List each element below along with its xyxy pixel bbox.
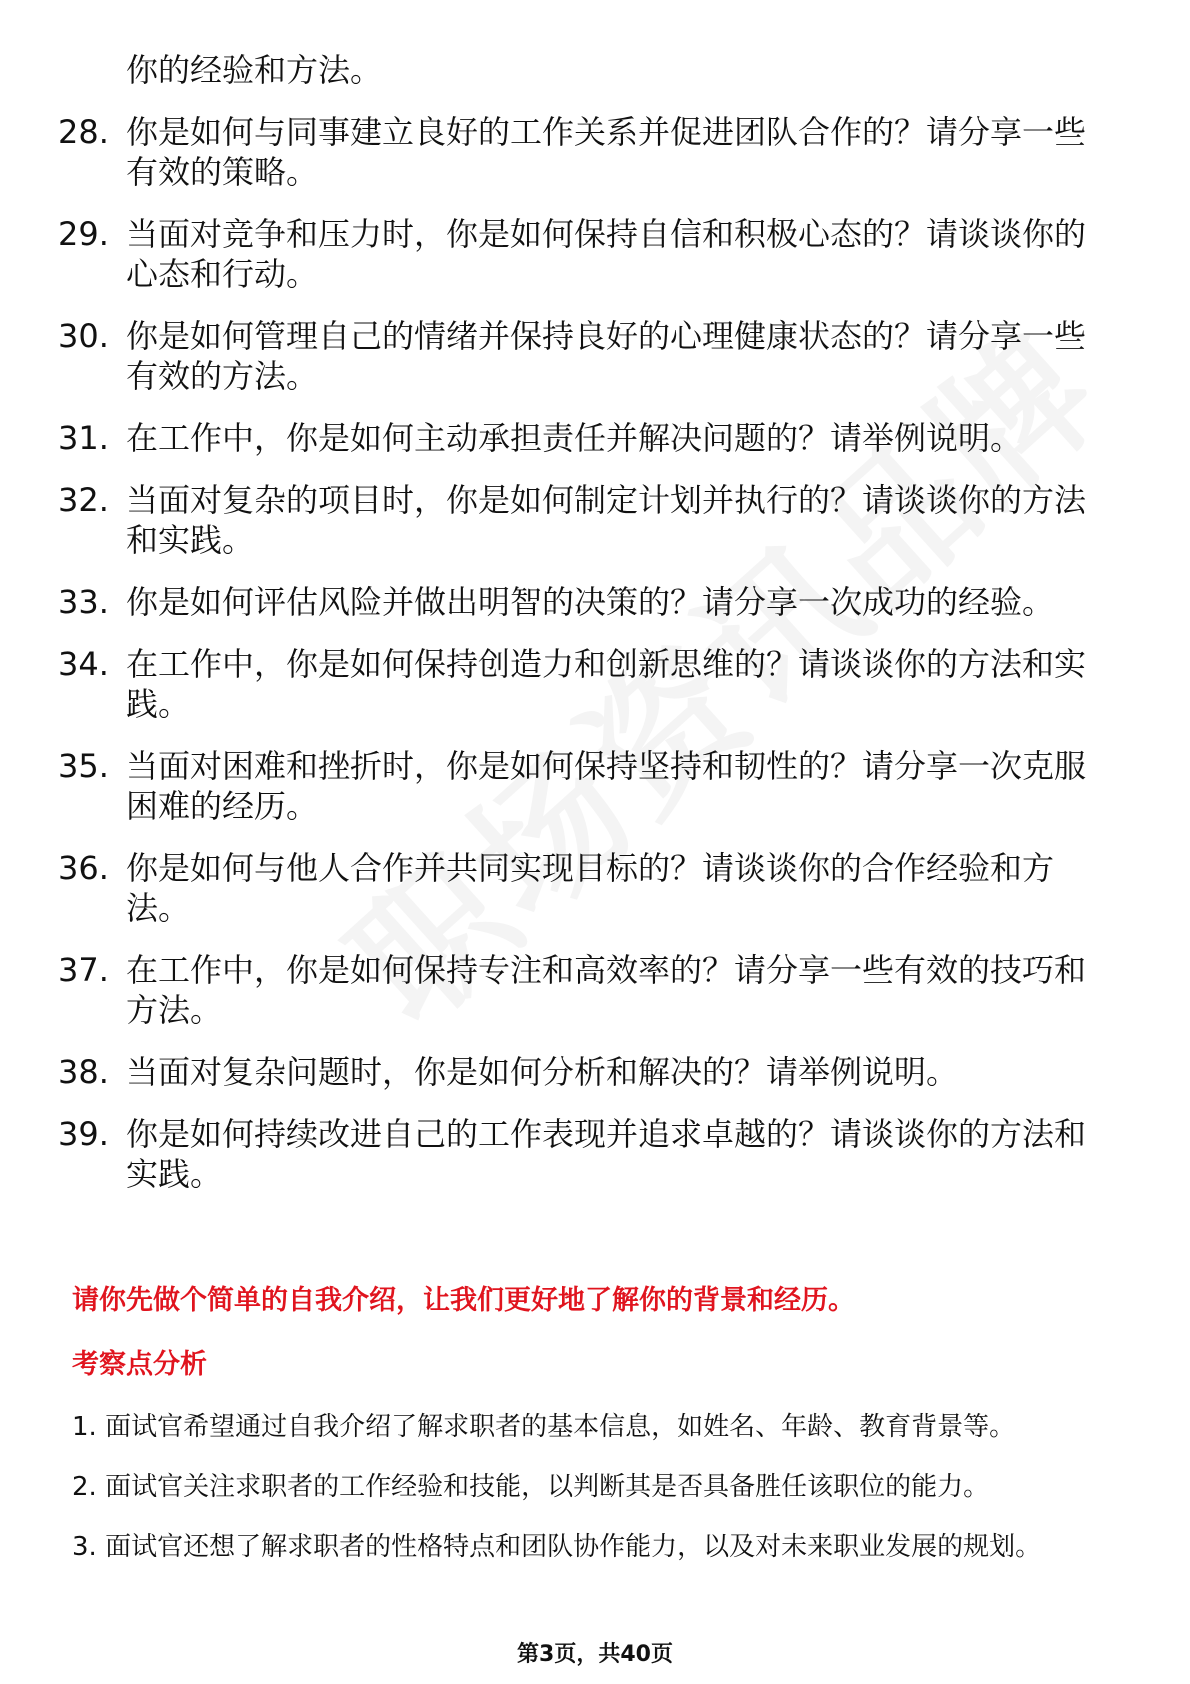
list-item (0, 214, 1106, 294)
analysis-point: 3. 面试官还想了解求职者的性格特点和团队协作能力，以及对未来职业发展的规划。 (72, 1532, 1042, 1562)
analysis-heading: 考察点分析 (72, 1349, 207, 1380)
question-text: 在工作中，你是如何保持专注和高效率的？请分享一些有效的技巧和方法。 (126, 951, 1087, 1029)
question-text: 你是如何评估风险并做出明智的决策的？请分享一次成功的经验。 (126, 583, 1055, 621)
list-item (0, 644, 1106, 724)
list-item (0, 112, 1106, 192)
question-number: 28. (58, 113, 109, 151)
question-number: 36. (58, 849, 109, 887)
question-list (0, 50, 1190, 1216)
question-text: 在工作中，你是如何主动承担责任并解决问题的？请举例说明。 (126, 419, 1023, 457)
question-number: 34. (58, 645, 109, 683)
question-heading: 请你先做个简单的自我介绍，让我们更好地了解你的背景和经历。 (72, 1285, 855, 1316)
question-number: 30. (58, 317, 109, 355)
question-number: 37. (58, 951, 109, 989)
list-item (0, 418, 1106, 458)
question-number: 31. (58, 419, 109, 457)
question-text: 当面对困难和挫折时，你是如何保持坚持和韧性的？请分享一次克服困难的经历。 (126, 747, 1087, 825)
question-number: 29. (58, 215, 109, 253)
list-item (0, 746, 1106, 826)
analysis-point: 2. 面试官关注求职者的工作经验和技能，以判断其是否具备胜任该职位的能力。 (72, 1472, 990, 1502)
question-text: 你是如何与同事建立良好的工作关系并促进团队合作的？请分享一些有效的策略。 (126, 113, 1087, 191)
list-item (0, 1052, 1106, 1092)
question-text: 在工作中，你是如何保持创造力和创新思维的？请谈谈你的方法和实践。 (126, 645, 1087, 723)
list-item (0, 480, 1106, 560)
question-number: 35. (58, 747, 109, 785)
question-number: 38. (58, 1053, 109, 1091)
question-text: 你是如何持续改进自己的工作表现并追求卓越的？请谈谈你的方法和实践。 (126, 1115, 1087, 1193)
question-text: 你是如何管理自己的情绪并保持良好的心理健康状态的？请分享一些有效的方法。 (126, 317, 1087, 395)
page-footer: 第3页，共40页 (517, 1642, 673, 1667)
continuation-line (0, 50, 1106, 90)
list-item (0, 582, 1106, 622)
analysis-point: 1. 面试官希望通过自我介绍了解求职者的基本信息，如姓名、年龄、教育背景等。 (72, 1412, 1016, 1442)
question-number: 32. (58, 481, 109, 519)
question-text: 当面对复杂问题时，你是如何分析和解决的？请举例说明。 (126, 1053, 959, 1091)
list-item (0, 848, 1106, 928)
continuation-text: 你的经验和方法。 (126, 51, 383, 89)
list-item (0, 1114, 1106, 1194)
list-item (0, 316, 1106, 396)
analysis-points (72, 1397, 1132, 1577)
list-item (0, 950, 1106, 1030)
question-text: 你是如何与他人合作并共同实现目标的？请谈谈你的合作经验和方法。 (126, 849, 1055, 927)
question-text: 当面对竞争和压力时，你是如何保持自信和积极心态的？请谈谈你的心态和行动。 (126, 215, 1087, 293)
question-number: 39. (58, 1115, 109, 1153)
question-number: 33. (58, 583, 109, 621)
question-text: 当面对复杂的项目时，你是如何制定计划并执行的？请谈谈你的方法和实践。 (126, 481, 1087, 559)
